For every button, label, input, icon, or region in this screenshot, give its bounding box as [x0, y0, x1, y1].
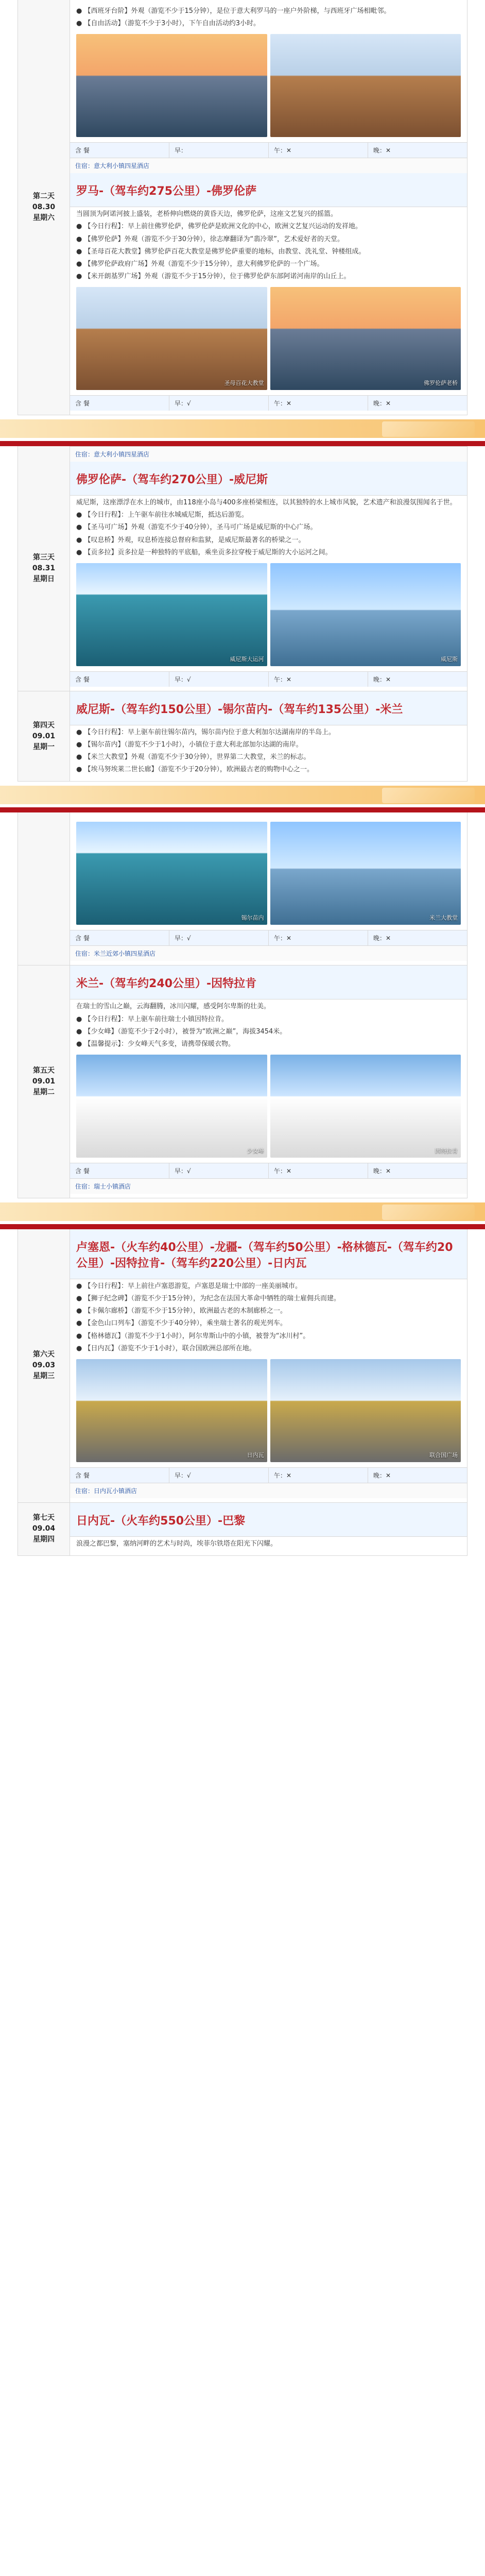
day3-date: 08.31 [32, 564, 56, 572]
day2-meal-row-2 [70, 395, 467, 411]
day4-day-column [18, 691, 70, 782]
day2-images [76, 287, 461, 390]
day6-meal-row [70, 1467, 467, 1483]
day4-cont-column [18, 812, 70, 965]
day3-block [18, 446, 467, 691]
section-separator [0, 782, 485, 812]
meal-lunch: 午：✕ [269, 1468, 368, 1483]
day2-title-bar [70, 173, 467, 207]
day4-meal-row [70, 930, 467, 945]
day6-hotel: 住宿：日内瓦小镇酒店 [70, 1483, 467, 1498]
separator-ghost [382, 1205, 475, 1220]
section-separator [0, 415, 485, 446]
meal-lunch: 午：✕ [269, 143, 368, 158]
photo-jungfrau [76, 1055, 267, 1158]
day2-day-label: 第二天 [32, 192, 55, 201]
day2-para-1: ● 【今日行程】：早上前往佛罗伦萨，佛罗伦萨是欧洲文化的中心，欧洲文艺复兴运动的发祥地。 [76, 223, 362, 231]
section-separator [0, 1198, 485, 1229]
day5-meal-row [70, 1163, 467, 1178]
day4-block [18, 691, 467, 782]
day4-images [76, 822, 461, 925]
meal-breakfast: 早：√ [169, 1468, 269, 1483]
day3-para-1: ● 【今日行程】：上午驱车前往水城威尼斯，抵达后游览。 [76, 511, 248, 519]
meal-dinner: 晚：✕ [373, 935, 391, 942]
day3-title-bar [70, 462, 467, 496]
meal-lunch: 午：✕ [269, 396, 368, 411]
separator-bar [0, 807, 485, 810]
day7-day-column [18, 1503, 70, 1555]
photo-colosseum [76, 34, 267, 137]
meal-breakfast: 早：√ [169, 396, 269, 411]
day7-week: 星期四 [32, 1535, 55, 1544]
day6-week: 星期三 [32, 1372, 55, 1381]
day2-para-4: ● 【佛罗伦萨政府广场】外观（游览不少于15分钟），意大利佛罗伦萨的一个广场。 [76, 260, 324, 268]
day6-date: 09.03 [32, 1361, 56, 1370]
separator-bar [0, 1224, 485, 1227]
day6-para-1: ● 【狮子纪念碑】（游览不少于15分钟），为纪念在法国大革命中牺牲的瑞士雇佣兵而建。 [76, 1295, 341, 1303]
meal-lunch: 午：✕ [269, 1163, 368, 1178]
photo-geneva [76, 1359, 267, 1462]
photo-label: 少女峰 [247, 1147, 264, 1154]
day2-para-0: 当圆顶为阿诺河披上盛装，老桥伸向燃烧的黄昏天边，佛罗伦萨，这座文艺复兴的摇篮。 [76, 210, 338, 218]
photo-un-square [270, 1359, 461, 1462]
day6-day-column [18, 1229, 70, 1502]
day7-route-title: 日内瓦-（火车约550公里）-巴黎 [76, 1514, 246, 1528]
meal-dinner: 晚：✕ [373, 147, 391, 155]
day4-para-0: ● 【今日行程】：早上驱车前往锡尔苗内，锡尔苗内位于意大利加尔达湖南岸的半岛上。 [76, 728, 335, 736]
photo-florence-duomo [76, 287, 267, 390]
day5-week: 星期二 [32, 1088, 55, 1097]
photo-interlaken [270, 1055, 461, 1158]
separator-bar [0, 441, 485, 444]
meal-lunch: 午：✕ [269, 672, 368, 687]
day7-para-0: 浪漫之都巴黎，塞纳河畔的艺术与时尚，埃菲尔铁塔在阳光下闪耀。 [76, 1539, 278, 1548]
day2-route-title: 罗马-（驾车约275公里）-佛罗伦萨 [76, 185, 257, 198]
photo-venice-canal [76, 563, 267, 666]
meal-lunch: 午：✕ [269, 930, 368, 945]
photo-venice [270, 563, 461, 666]
day6-images [76, 1359, 461, 1462]
day2-date: 08.30 [32, 203, 56, 212]
day4-hotel: 住宿：米兰近郊小镇四星酒店 [70, 945, 467, 961]
meal-label: 含 餐 [70, 1468, 169, 1483]
day4-route-title: 威尼斯-（驾车约150公里）-锡尔苗内-（驾车约135公里）-米兰 [76, 703, 403, 716]
day5-para-3: ● 【温馨提示】：少女峰天气多变，请携带保暖衣物。 [76, 1040, 235, 1048]
day4-date: 09.01 [32, 732, 56, 740]
day3-para-3: ● 【叹息桥】外观，叹息桥连接总督府和监狱，是威尼斯最著名的桥梁之一。 [76, 536, 305, 544]
day4-title-bar [70, 691, 467, 725]
day5-para-1: ● 【今日行程】：早上驱车前往瑞士小镇因特拉肯。 [76, 1015, 228, 1023]
meal-label: 含 餐 [70, 1163, 169, 1178]
photo-label: 日内瓦 [247, 1451, 264, 1459]
day7-block [18, 1503, 467, 1556]
day3-week: 星期日 [32, 574, 55, 583]
day3-para-2: ● 【圣马可广场】外观（游览不少于40分钟），圣马可广场是威尼斯的中心广场。 [76, 523, 317, 532]
meal-dinner: 晚：✕ [373, 1167, 391, 1175]
day5-hotel: 住宿：瑞士小镇酒店 [70, 1178, 467, 1194]
day2-block [18, 0, 467, 415]
meal-label: 含 餐 [70, 143, 169, 158]
day6-block [18, 1229, 467, 1503]
day5-date: 09.01 [32, 1077, 56, 1086]
photo-label: 佛罗伦萨老桥 [424, 380, 458, 387]
photo-ponte-vecchio [270, 287, 461, 390]
meal-breakfast: 早：√ [169, 1163, 269, 1178]
day5-images [76, 1055, 461, 1158]
photo-label: 威尼斯 [441, 655, 458, 663]
day4-para-3: ● 【埃马努埃莱二世长廊】（游览不少于20分钟），欧洲最古老的购物中心之一。 [76, 766, 314, 774]
day2-intro-2: ● 【自由活动】（游览不少于3小时），下午自由活动约3小时。 [76, 20, 261, 28]
meal-label: 含 餐 [70, 930, 169, 945]
day2-top-images [76, 34, 461, 137]
day2-week: 星期六 [32, 214, 55, 223]
photo-trevi [270, 34, 461, 137]
separator-ghost [382, 421, 475, 437]
day4-week: 星期一 [32, 742, 55, 751]
day4-cont-content [70, 812, 467, 965]
day5-para-2: ● 【少女峰】（游览不少于2小时），被誉为“欧洲之巅”，海拔3454米。 [76, 1027, 287, 1036]
day2-meal-row [70, 142, 467, 158]
day5-block [18, 965, 467, 1198]
day7-day-label: 第七天 [32, 1514, 55, 1522]
photo-label: 因特拉肯 [435, 1147, 458, 1154]
day7-content [70, 1503, 467, 1555]
day4-cont-block [18, 812, 467, 965]
day6-day-label: 第六天 [32, 1350, 55, 1359]
day4-day-label: 第四天 [32, 721, 55, 730]
day3-prev-hotel: 住宿：意大利小镇四星酒店 [70, 446, 467, 462]
meal-dinner: 晚：✕ [373, 1471, 391, 1479]
day4-para-1: ● 【锡尔苗内】（游览不少于1小时），小镇位于意大利北部加尔达湖的南岸。 [76, 740, 303, 749]
day2-content [70, 0, 467, 415]
day5-day-label: 第五天 [32, 1066, 55, 1075]
day6-para-5: ● 【日内瓦】（游览不少于1小时），联合国欧洲总部所在地。 [76, 1344, 256, 1352]
day3-day-label: 第三天 [32, 553, 55, 562]
day4-content [70, 691, 467, 782]
day6-para-2: ● 【卡佩尔廊桥】（游览不少于15分钟），欧洲最古老的木制廊桥之一。 [76, 1307, 287, 1315]
photo-label: 锡尔苗内 [241, 914, 264, 922]
day6-para-0: ● 【今日行程】：早上前往卢塞恩游览，卢塞恩是瑞士中部的一座美丽城市。 [76, 1282, 302, 1290]
day5-content [70, 965, 467, 1198]
day2-para-2: ● 【佛罗伦萨】外观（游览不少于30分钟），徐志摩翻译为“翡冷翠”，艺术爱好者的天堂。 [76, 235, 344, 243]
meal-dinner: 晚：✕ [373, 675, 391, 683]
meal-breakfast: 早： [169, 143, 269, 158]
day7-date: 09.04 [32, 1524, 56, 1533]
day5-para-0: 在瑞士的雪山之巅，云海翻腾，冰川闪耀，感受阿尔卑斯的壮美。 [76, 1003, 271, 1011]
day3-images [76, 563, 461, 666]
day6-para-4: ● 【格林德瓦】（游览不少于1小时），阿尔卑斯山中的小镇，被誉为“冰川村”。 [76, 1332, 310, 1340]
day4-para-2: ● 【米兰大教堂】外观（游览不少于30分钟），世界第二大教堂，米兰的标志。 [76, 753, 310, 761]
day5-route-title: 米兰-（驾车约240公里）-因特拉肯 [76, 977, 257, 991]
meal-label: 含 餐 [70, 672, 169, 687]
day2-day-column [18, 0, 70, 415]
meal-breakfast: 早：√ [169, 672, 269, 687]
day3-meal-row [70, 671, 467, 687]
photo-label: 威尼斯大运河 [230, 655, 264, 663]
day3-para-4: ● 【贡多拉】贡多拉是一种独特的平底船，乘坐贡多拉穿梭于威尼斯的大小运河之间。 [76, 548, 332, 556]
day7-title-bar [70, 1503, 467, 1537]
photo-label: 米兰大教堂 [429, 914, 458, 922]
photo-label: 联合国广场 [429, 1451, 458, 1459]
photo-label: 圣母百花大教堂 [224, 380, 264, 387]
day2-para-3: ● 【圣母百花大教堂】佛罗伦萨百花大教堂是佛罗伦萨重要的地标，由教堂、洗礼堂、钟楼组成。 [76, 247, 366, 256]
meal-dinner: 晚：✕ [373, 400, 391, 408]
day3-content [70, 446, 467, 691]
photo-sirmione [76, 822, 267, 925]
photo-milan-duomo [270, 822, 461, 925]
meal-label: 含 餐 [70, 396, 169, 411]
day6-title-bar [70, 1229, 467, 1279]
meal-breakfast: 早：√ [169, 930, 269, 945]
day3-para-0: 威尼斯，这座漂浮在水上的城市，由118座小岛与400多座桥梁相连，以其独特的水上城市风貌，艺术遗产和浪漫氛围闻名于世。 [76, 499, 457, 507]
day6-para-3: ● 【金色山口列车】（游览不少于40分钟），乘坐瑞士著名的观光列车。 [76, 1319, 287, 1328]
day6-route-title: 卢塞恩-（火车约40公里）-龙疆-（驾车约50公里）-格林德瓦-（驾车约20公里）-因特拉肯-（驾车约220公里）-日内瓦 [76, 1241, 453, 1270]
day2-para-5: ● 【米开朗基罗广场】外观（游览不少于15分钟），位于佛罗伦萨东部阿诺河南岸的山丘上。 [76, 272, 351, 280]
day3-route-title: 佛罗伦萨-（驾车约270公里）-威尼斯 [76, 473, 268, 487]
day6-content [70, 1229, 467, 1502]
separator-ghost [382, 788, 475, 803]
day3-day-column [18, 446, 70, 691]
day2-intro-1: ● 【西班牙台阶】外观（游览不少于15分钟），是位于意大利罗马的一座户外阶梯，与西班牙广场相毗邻。 [76, 7, 391, 15]
day2-hotel: 住宿：意大利小镇四星酒店 [70, 158, 467, 173]
day5-title-bar [70, 965, 467, 999]
day5-day-column [18, 965, 70, 1198]
